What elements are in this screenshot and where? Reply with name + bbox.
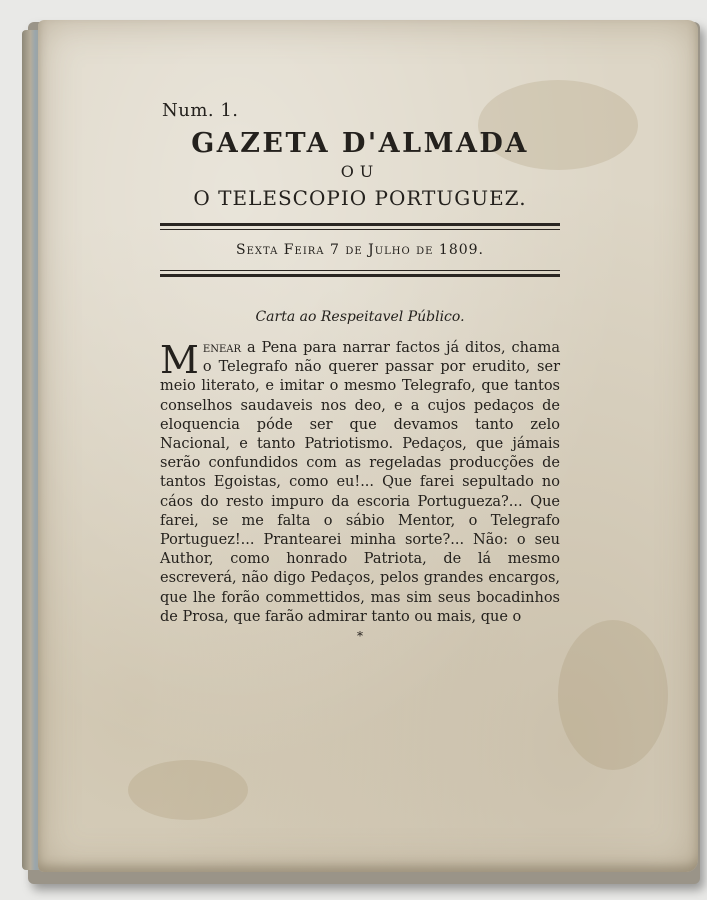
- paper-stain: [558, 620, 668, 770]
- top-rule: [160, 223, 560, 230]
- masthead-subtitle: O TELESCOPIO PORTUGUEZ.: [193, 186, 527, 210]
- masthead-title: GAZETA D'ALMADA: [191, 128, 529, 159]
- drop-cap: M: [160, 338, 199, 382]
- masthead-connector: OU: [340, 162, 380, 181]
- letter-heading: Carta ao Respeitavel Público.: [255, 309, 465, 325]
- page-content: [160, 100, 560, 655]
- first-word: enear: [202, 340, 242, 356]
- issue-number: Num. 1.: [162, 100, 239, 121]
- signature-mark: *: [357, 629, 363, 644]
- paper-stain: [128, 760, 248, 820]
- article-body: [160, 339, 560, 627]
- article-text: a Pena para narrar factos já ditos, chama o Telegrafo não querer passar por erudito, ser meio literato, e imitar o mesmo Telegrafo, que tantos conselhos saudaveis nos deo, e a cujos pedaços de eloquencia póde ser que devamos tanto zelo Nacional, e tanto Patriotismo. Pedaços, que jámais serão confundidos com as regeladas producções de tantos Egoistas, como eu!... Que farei sepultado no cáos do resto impuro da escoria Portugueza?... Que farei, se me falta o sábio Mentor, o Telegrafo Portuguez!... Prantearei minha sorte?... Não: o seu Author, como honrado Patriota, de lá mesmo escreverá, não digo Pedaços, pelos grandes encargos, que lhe forão commettidos, mas sim seus bocadinhos de Prosa, que farão admirar tanto ou mais, que o: [160, 340, 560, 625]
- dateline: Sexta Feira 7 de Julho de 1809.: [236, 242, 484, 258]
- bottom-rule: [160, 270, 560, 277]
